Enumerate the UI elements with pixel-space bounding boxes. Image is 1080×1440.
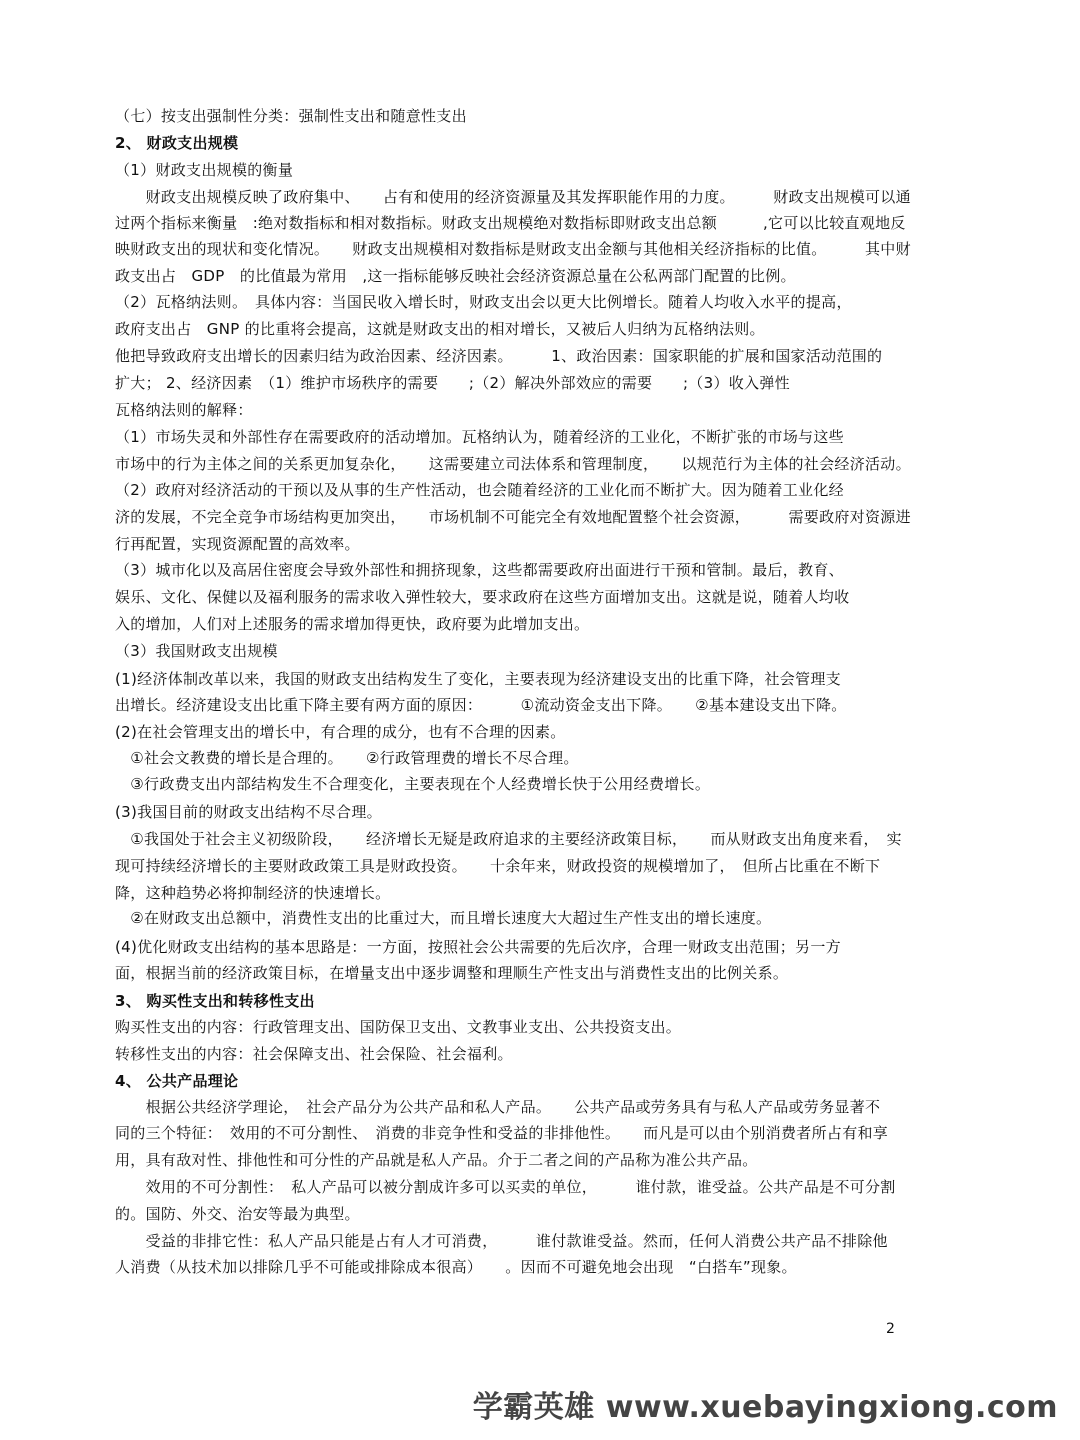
text-line: 入的增加，人们对上述服务的需求增加得更快，政府要为此增加支出。 [115,615,590,633]
text-line: (4)优化财政支出结构的基本思路是：一方面，按照社会公共需要的先后次序，合理一财政支出范围；另一方 [115,938,841,956]
text-line: 映财政支出的现状和变化情况。 财政支出规模相对数指标是财政支出金额与其他相关经济指标的比值。 其中财 [115,240,911,258]
text-line: 的。国防、外交、治安等最为典型。 [115,1205,360,1223]
text-line: 财政支出规模反映了政府集中、 占有和使用的经济资源量及其发挥职能作用的力度。 财政支出规模可以通 [115,188,911,206]
text-line: （2）政府对经济活动的干预以及从事的生产性活动，也会随着经济的工业化而不断扩大。因为随着工业化经 [115,481,844,499]
subsection-heading: （3）我国财政支出规模 [115,642,278,660]
text-line: ①我国处于社会主义初级阶段， 经济增长无疑是政府追求的主要经济政策目标， 而从财政支出角度来看， 实 [115,830,902,848]
section-heading: 2、 财政支出规模 [115,134,239,152]
text-line: 用，具有敌对性、排他性和可分性的产品就是私人产品。介于二者之间的产品称为准公共产品。 [115,1151,758,1169]
text-line: ③行政费支出内部结构发生不合理变化，主要表现在个人经费增长快于公用经费增长。 [115,775,711,793]
text-line: 购买性支出的内容：行政管理支出、国防保卫支出、文教事业支出、公共投资支出。 [115,1018,682,1036]
text-line: ①社会文教费的增长是合理的。 ②行政管理费的增长不尽合理。 [115,749,579,767]
text-line: 人消费（从技术加以排除几乎不可能或排除成本很高） 。因而不可避免地会出现 “白搭车”现象。 [115,1258,797,1276]
text-line: （3）城市化以及高居住密度会导致外部性和拥挤现象，这些都需要政府出面进行干预和管制。最后，教育、 [115,561,844,579]
page-number: 2 [886,1321,895,1337]
text-line: 行再配置，实现资源配置的高效率。 [115,535,360,553]
text-line: 济的发展，不完全竞争市场结构更加突出， 市场机制不可能完全有效地配置整个社会资源， 需要政府对资源进 [115,508,911,526]
section-heading: 3、 购买性支出和转移性支出 [115,992,315,1010]
text-line: 同的三个特征： 效用的不可分割性、 消费的非竞争性和受益的非排他性。 而凡是可以由个别消费者所占有和享 [115,1124,889,1142]
text-line: 政府支出占 GNP 的比重将会提高，这就是财政支出的相对增长，又被后人归纳为瓦格纳法则。 [115,320,765,338]
subsection-heading: （2）瓦格纳法则。 具体内容：当国民收入增长时，财政支出会以更大比例增长。随着人均收入水平的提高， [115,293,852,311]
text-line: 根据公共经济学理论， 社会产品分为公共产品和私人产品。 公共产品或劳务具有与私人产品或劳务显著不 [115,1098,881,1116]
text-line: 效用的不可分割性： 私人产品可以被分割成许多可以买卖的单位， 谁付款，谁受益。公共产品是不可分割 [115,1178,896,1196]
text-line: 娱乐、文化、保健以及福利服务的需求收入弹性较大，要求政府在这些方面增加支出。这就是说，随着人均收 [115,588,850,606]
text-line: 政支出占 GDP 的比值最为常用 ,这一指标能够反映社会经济资源总量在公私两部门配置的比例。 [115,267,796,285]
text-line: 面，根据当前的经济政策目标，在增量支出中逐步调整和理顺生产性支出与消费性支出的比例关系。 [115,964,789,982]
text-line: 转移性支出的内容：社会保障支出、社会保险、社会福利。 [115,1045,513,1063]
text-line: 扩大； 2、经济因素 （1）维护市场秩序的需要 ;（2）解决外部效应的需要 ;（3）收入弹性 [115,374,790,392]
text-line: 受益的非排它性：私人产品只能是占有人才可消费， 谁付款谁受益。然而，任何人消费公共产品不排除他 [115,1232,888,1250]
text-line: ②在财政支出总额中，消费性支出的比重过大，而且增长速度大大超过生产性支出的增长速度。 [115,909,772,927]
text-line: (3)我国目前的财政支出结构不尽合理。 [115,803,382,821]
text-line: (1)经济体制改革以来，我国的财政支出结构发生了变化，主要表现为经济建设支出的比重下降，社会管理支 [115,670,841,688]
text-line: 出增长。经济建设支出比重下降主要有两方面的原因： ①流动资金支出下降。 ②基本建设支出下降。 [115,696,847,714]
text-line: 市场中的行为主体之间的关系更加复杂化， 这需要建立司法体系和管理制度， 以规范行为主体的社会经济活动。 [115,455,911,473]
watermark: 学霸英雄 www.xuebayingxiong.com [472,1390,1058,1425]
text-line: 现可持续经济增长的主要财政政策工具是财政投资。 十余年来，财政投资的规模增加了， 但所占比重在不断下 [115,857,881,875]
text-line: 降，这种趋势必将抑制经济的快速增长。 [115,884,391,902]
text-line: 过两个指标来衡量 :绝对数指标和相对数指标。财政支出规模绝对数指标即财政支出总额 ,它可以比较直观地反 [115,214,906,232]
section-heading: 4、 公共产品理论 [115,1072,239,1090]
text-line: 瓦格纳法则的解释： [115,401,253,419]
text-line: （七）按支出强制性分类：强制性支出和随意性支出 [115,107,467,125]
text-line: （1）市场失灵和外部性存在需要政府的活动增加。瓦格纳认为，随着经济的工业化，不断扩张的市场与这些 [115,428,844,446]
text-line: 他把导致政府支出增长的因素归结为政治因素、经济因素。 1、政治因素：国家职能的扩展和国家活动范围的 [115,347,883,365]
subsection-heading: （1）财政支出规模的衡量 [115,161,294,179]
text-line: (2)在社会管理支出的增长中，有合理的成分，也有不合理的因素。 [115,723,566,741]
